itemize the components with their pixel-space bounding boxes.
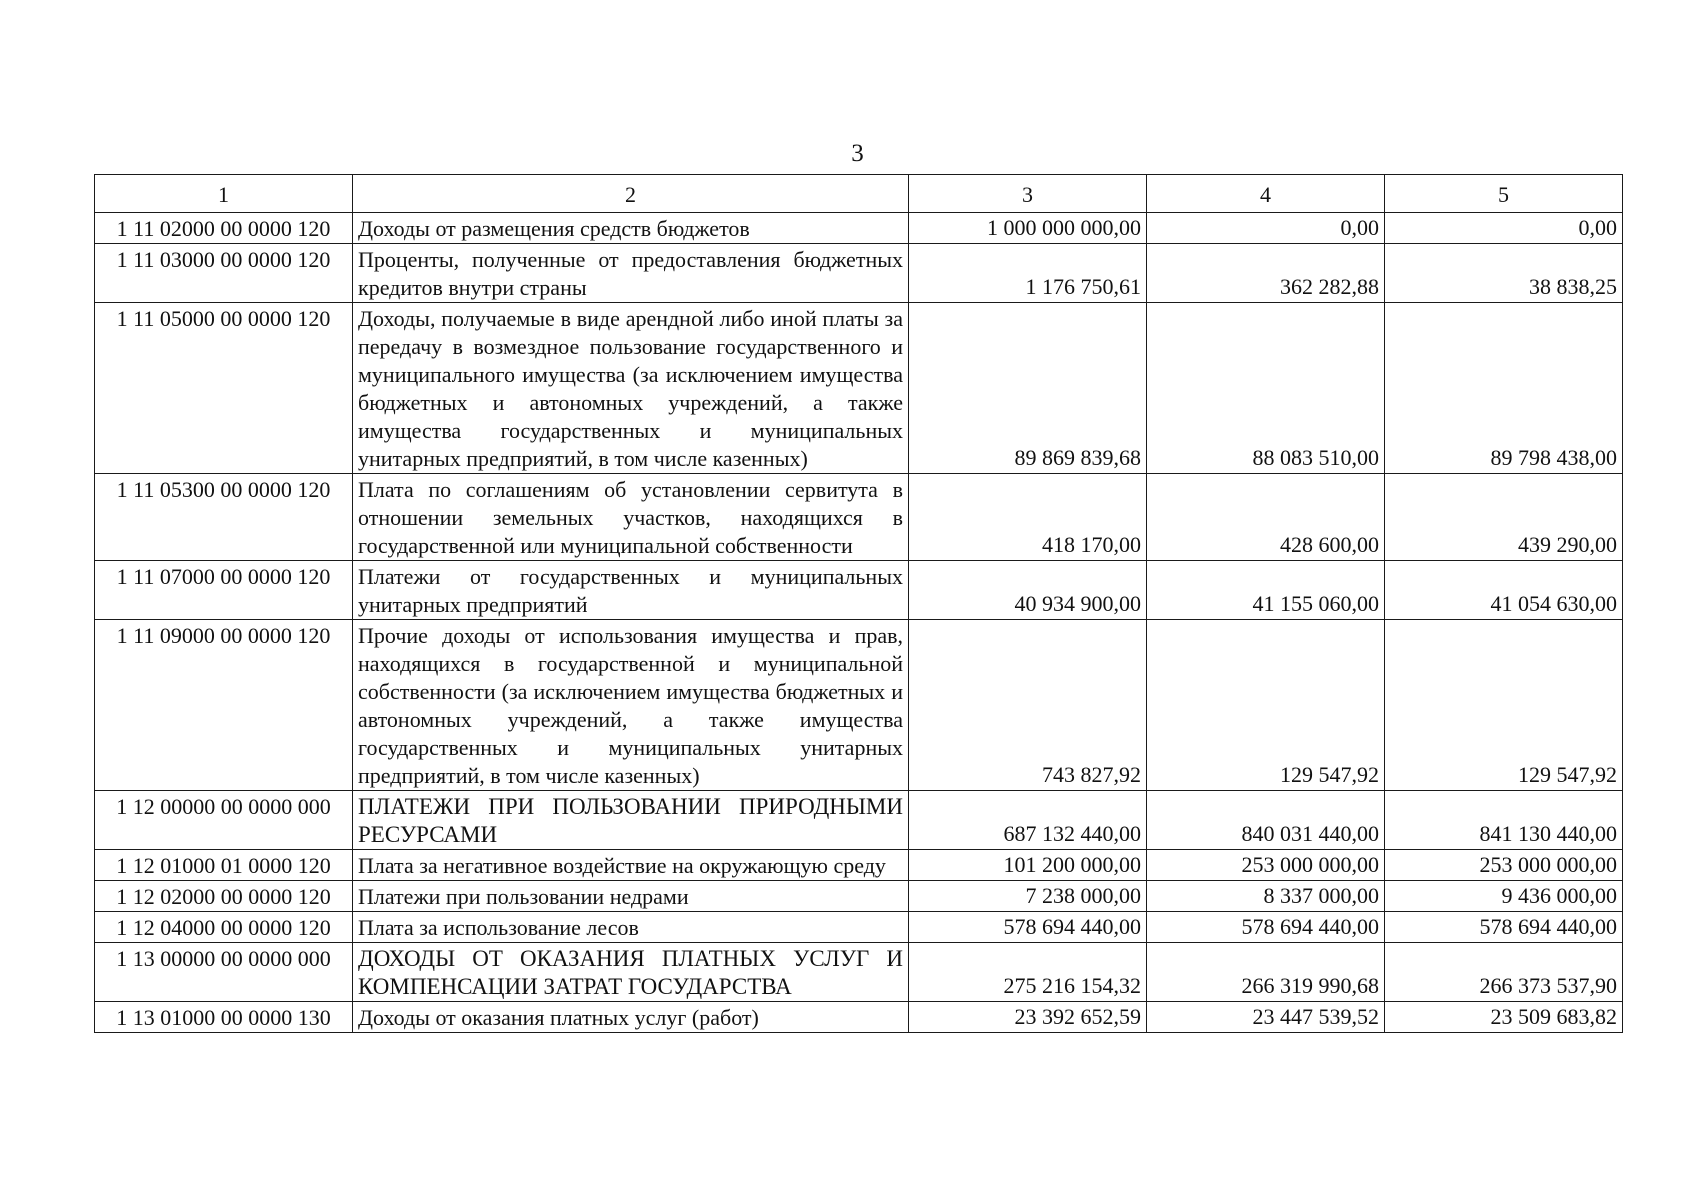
budget-code-cell: 1 11 02000 00 0000 120 [95, 213, 353, 244]
amount-col3-cell: 89 869 839,68 [909, 303, 1147, 474]
table-row [95, 943, 1623, 1002]
amount-col4-cell: 8 337 000,00 [1147, 881, 1385, 912]
revenue-name-cell: Доходы, получаемые в виде арендной либо иной платы за передачу в возмездное пользование государственного и муниципального имущества (за исключением имущества бюджетных и автономных учреждений, а также имущества государственных и муниципальных унитарных предприятий, в том числе казенных) [353, 303, 909, 474]
table-row [95, 213, 1623, 244]
budget-code-cell: 1 12 02000 00 0000 120 [95, 881, 353, 912]
page-number: 3 [851, 140, 864, 167]
budget-code-cell: 1 11 05000 00 0000 120 [95, 303, 353, 474]
amount-col5-cell: 9 436 000,00 [1385, 881, 1623, 912]
column-header: 4 [1147, 175, 1385, 213]
column-header: 2 [353, 175, 909, 213]
table-row [95, 1002, 1623, 1033]
amount-col4-cell: 840 031 440,00 [1147, 791, 1385, 850]
amount-col3-cell: 578 694 440,00 [909, 912, 1147, 943]
table-row [95, 912, 1623, 943]
amount-col4-cell: 88 083 510,00 [1147, 303, 1385, 474]
revenue-name-cell: Платежи от государственных и муниципальных унитарных предприятий [353, 561, 909, 620]
revenue-name-cell: Плата по соглашениям об установлении сервитута в отношении земельных участков, находящихся в государственной или муниципальной собственности [353, 474, 909, 561]
revenue-name-cell: Плата за использование лесов [353, 912, 909, 943]
revenue-name-cell: Плата за негативное воздействие на окружающую среду [353, 850, 909, 881]
revenue-name-cell: Платежи при пользовании недрами [353, 881, 909, 912]
amount-col4-cell: 129 547,92 [1147, 620, 1385, 791]
table-row [95, 244, 1623, 303]
amount-col3-cell: 101 200 000,00 [909, 850, 1147, 881]
table-row [95, 620, 1623, 791]
amount-col4-cell: 578 694 440,00 [1147, 912, 1385, 943]
budget-code-cell: 1 13 01000 00 0000 130 [95, 1002, 353, 1033]
amount-col3-cell: 40 934 900,00 [909, 561, 1147, 620]
amount-col3-cell: 275 216 154,32 [909, 943, 1147, 1002]
amount-col5-cell: 129 547,92 [1385, 620, 1623, 791]
amount-col5-cell: 41 054 630,00 [1385, 561, 1623, 620]
amount-col3-cell: 418 170,00 [909, 474, 1147, 561]
budget-code-cell: 1 12 00000 00 0000 000 [95, 791, 353, 850]
amount-col5-cell: 0,00 [1385, 213, 1623, 244]
amount-col5-cell: 23 509 683,82 [1385, 1002, 1623, 1033]
amount-col5-cell: 266 373 537,90 [1385, 943, 1623, 1002]
amount-col5-cell: 841 130 440,00 [1385, 791, 1623, 850]
revenue-name-cell: Прочие доходы от использования имущества и прав, находящихся в государственной и муниципальной собственности (за исключением имущества бюджетных и автономных учреждений, а также имущества государственных и муниципальных унитарных предприятий, в том числе казенных) [353, 620, 909, 791]
amount-col5-cell: 439 290,00 [1385, 474, 1623, 561]
column-number-row [95, 175, 1623, 213]
column-header: 1 [95, 175, 353, 213]
column-header: 5 [1385, 175, 1623, 213]
amount-col4-cell: 266 319 990,68 [1147, 943, 1385, 1002]
table-row [95, 303, 1623, 474]
amount-col5-cell: 89 798 438,00 [1385, 303, 1623, 474]
revenue-name-cell: ДОХОДЫ ОТ ОКАЗАНИЯ ПЛАТНЫХ УСЛУГ И КОМПЕНСАЦИИ ЗАТРАТ ГОСУДАРСТВА [353, 943, 909, 1002]
revenue-name-cell: Проценты, полученные от предоставления бюджетных кредитов внутри страны [353, 244, 909, 303]
budget-code-cell: 1 11 09000 00 0000 120 [95, 620, 353, 791]
amount-col5-cell: 38 838,25 [1385, 244, 1623, 303]
amount-col4-cell: 23 447 539,52 [1147, 1002, 1385, 1033]
amount-col4-cell: 253 000 000,00 [1147, 850, 1385, 881]
budget-code-cell: 1 11 03000 00 0000 120 [95, 244, 353, 303]
amount-col4-cell: 428 600,00 [1147, 474, 1385, 561]
amount-col5-cell: 253 000 000,00 [1385, 850, 1623, 881]
budget-code-cell: 1 13 00000 00 0000 000 [95, 943, 353, 1002]
amount-col5-cell: 578 694 440,00 [1385, 912, 1623, 943]
amount-col4-cell: 362 282,88 [1147, 244, 1385, 303]
amount-col3-cell: 687 132 440,00 [909, 791, 1147, 850]
table-row [95, 791, 1623, 850]
budget-code-cell: 1 11 05300 00 0000 120 [95, 474, 353, 561]
amount-col3-cell: 1 000 000 000,00 [909, 213, 1147, 244]
budget-revenue-table [94, 174, 1623, 1033]
amount-col4-cell: 41 155 060,00 [1147, 561, 1385, 620]
budget-code-cell: 1 12 04000 00 0000 120 [95, 912, 353, 943]
amount-col3-cell: 23 392 652,59 [909, 1002, 1147, 1033]
table-row [95, 850, 1623, 881]
revenue-name-cell: ПЛАТЕЖИ ПРИ ПОЛЬЗОВАНИИ ПРИРОДНЫМИ РЕСУРСАМИ [353, 791, 909, 850]
amount-col3-cell: 743 827,92 [909, 620, 1147, 791]
table-row [95, 474, 1623, 561]
budget-code-cell: 1 12 01000 01 0000 120 [95, 850, 353, 881]
amount-col4-cell: 0,00 [1147, 213, 1385, 244]
column-header: 3 [909, 175, 1147, 213]
amount-col3-cell: 1 176 750,61 [909, 244, 1147, 303]
revenue-name-cell: Доходы от размещения средств бюджетов [353, 213, 909, 244]
revenue-name-cell: Доходы от оказания платных услуг (работ) [353, 1002, 909, 1033]
table-row [95, 881, 1623, 912]
amount-col3-cell: 7 238 000,00 [909, 881, 1147, 912]
table-row [95, 561, 1623, 620]
budget-code-cell: 1 11 07000 00 0000 120 [95, 561, 353, 620]
